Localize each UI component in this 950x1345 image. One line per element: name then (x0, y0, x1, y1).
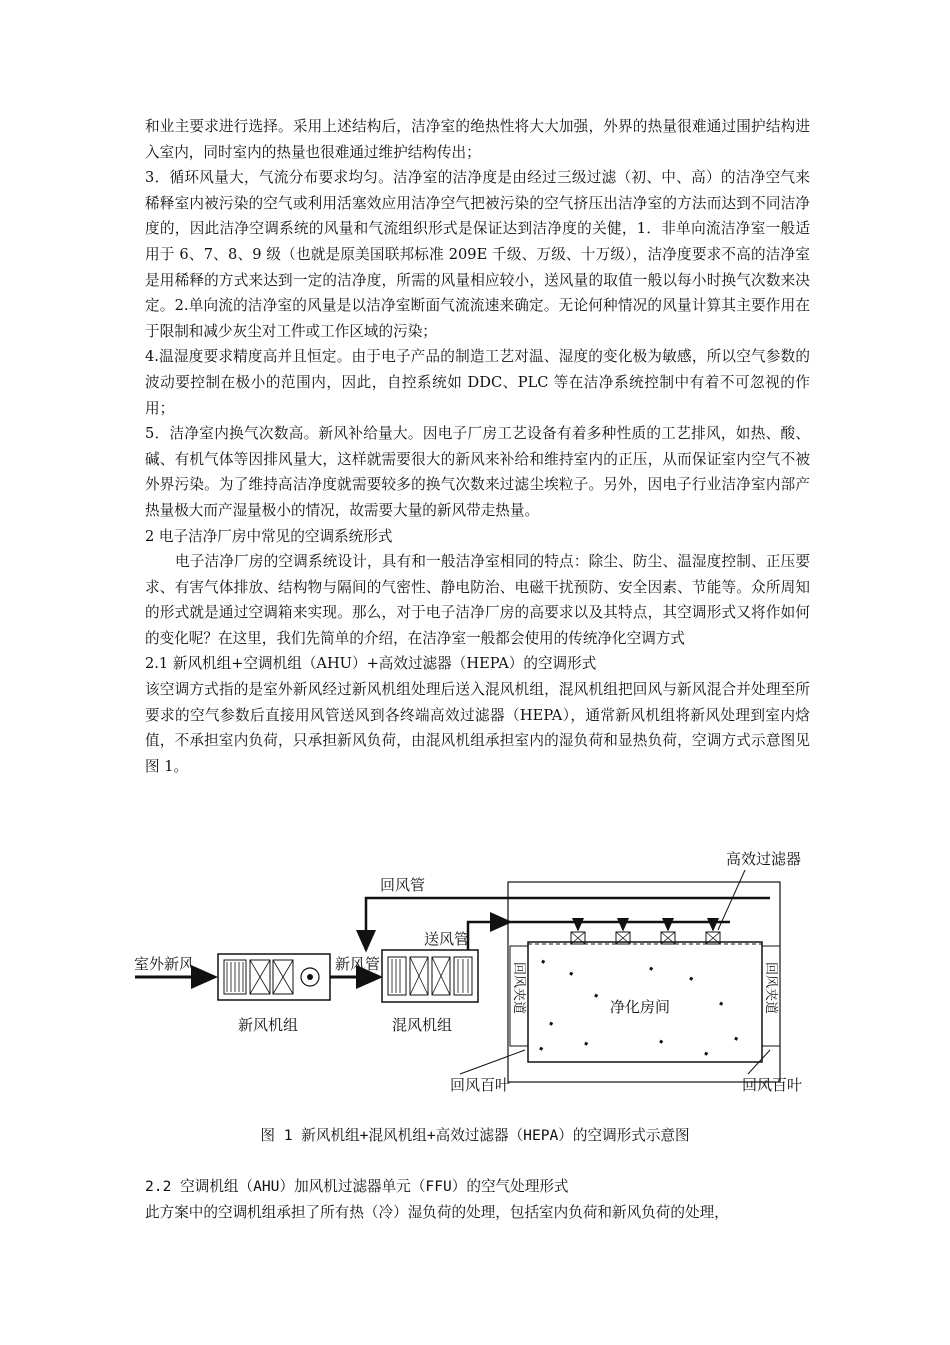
section-heading-2-1: 2.1 新风机组+空调机组（AHU）+高效过滤器（HEPA）的空调形式 (145, 655, 597, 673)
return-louver-left-leader (460, 1050, 525, 1074)
paragraph-section-2-intro: 电子洁净厂房的空调系统设计，具有和一般洁净室相同的特点：除尘、防尘、温湿度控制、正压要求、有害气体排放、结构物与隔间的气密性、静电防治、电磁干扰预防、安全因素、节能等。众所周知的形式就是通过空调箱来实现。那么，对于电子洁净厂房的高要求以及其特点，其空调形式又将作如何的变化呢？在这里，我们先简单的介绍，在洁净室一般都会使用的传统净化空调方式 (145, 553, 810, 647)
clean-room-label: 净化房间 (610, 998, 671, 1016)
outdoor-air-label: 室外新风 (134, 955, 195, 973)
hepa-leader (718, 870, 745, 930)
section-heading-2: 2 电子洁净厂房中常见的空调系统形式 (145, 527, 393, 545)
hvac-schematic (130, 842, 820, 1094)
return-shaft-left-label: 回风夹道 (511, 962, 526, 1015)
paragraph-section-2-2: 此方案中的空调机组承担了所有热（冷）湿负荷的处理，包括室内负荷和新风负荷的处理， (145, 1203, 729, 1221)
paragraph-item-4: 4.温湿度要求精度高并且恒定。由于电子产品的制造工艺对温、湿度的变化极为敏感，所以空气参数的波动要控制在极小的范围内，因此，自控系统如 DDC、PLC 等在洁净系统控制中有着不可忽视的作用； (145, 348, 810, 417)
fresh-air-unit-label: 新风机组 (238, 1016, 299, 1034)
paragraph-item-3: 3．循环风量大，气流分布要求均匀。洁净室的洁净度是由经过三级过滤（初、中、高）的洁净空气来稀释室内被污染的空气或利用活塞效应用洁净空气把被污染的空气挤压出洁净室的方法而达到不同洁净度的，因此洁净空调系统的风量和气流组织形式是保证达到洁净度的关健，1．非单向流洁净室一般适用于 6、7、8、9 级（也就是原美国联邦标准 209E 千级、万级、十万级），洁净度要求不高的洁净室是用稀释的方式来达到一定的洁净度，所需的风量相应较小，送风量的取值一般以每小时换气次数来决定。2.单向流的洁净室的风量是以洁净室断面气流流速来确定。无论何种情况的风量计算其主要作用在于限制和减少灰尘对工件或工作区域的污染； (145, 169, 810, 340)
enclosure-outline (508, 882, 780, 1082)
mixing-unit-label: 混风机组 (392, 1016, 453, 1034)
mixing-unit (382, 950, 478, 1002)
return-louver-left-label: 回风百叶 (450, 1076, 511, 1094)
figure-1-diagram (130, 842, 820, 1094)
body-text (145, 114, 810, 779)
hepa-label: 高效过滤器 (726, 850, 802, 868)
section-2-2 (145, 1174, 810, 1225)
supply-duct-label: 送风管 (424, 930, 470, 948)
return-shaft-right-label: 回风夹道 (763, 962, 778, 1015)
paragraph-continuation: 和业主要求进行选择。采用上述结构后，洁净室的绝热性将大大加强，外界的热量很难通过围护结构进入室内，同时室内的热量也很难通过维护结构传出； (145, 118, 810, 161)
fresh-air-duct-label: 新风管 (335, 955, 381, 973)
supply-air-duct (468, 922, 510, 950)
return-louver-right-label: 回风百叶 (742, 1076, 803, 1094)
figure-1-caption: 图 1 新风机组+混风机组+高效过滤器（HEPA）的空调形式示意图 (260, 1127, 690, 1144)
paragraph-item-5: 5．洁净室内换气次数高。新风补给量大。因电子厂房工艺设备有着多种性质的工艺排风，如热、酸、碱、有机气体等因排风量大，这样就需要很大的新风来补给和维持室内的正压，从而保证室内空气不被外界污染。为了维持高洁净度就需要较多的换气次数来过滤尘埃粒子。另外，因电子行业洁净室内部产热量极大而产湿量极小的情况，故需要大量的新风带走热量。 (145, 425, 810, 519)
fresh-air-unit (218, 954, 330, 1000)
paragraph-section-2-1: 该空调方式指的是室外新风经过新风机组处理后送入混风机组，混风机组把回风与新风混合并处理至所要求的空气参数后直接用风管送风到各终端高效过滤器（HEPA），通常新风机组将新风处理到室内焓值，不承担室内负荷，只承担新风负荷，由混风机组承担室内的湿负荷和显热负荷，空调方式示意图见图 1。 (145, 681, 810, 775)
section-heading-2-2: 2.2 空调机组（AHU）加风机过滤器单元（FFU）的空气处理形式 (145, 1178, 569, 1195)
return-duct-label: 回风管 (380, 876, 426, 894)
